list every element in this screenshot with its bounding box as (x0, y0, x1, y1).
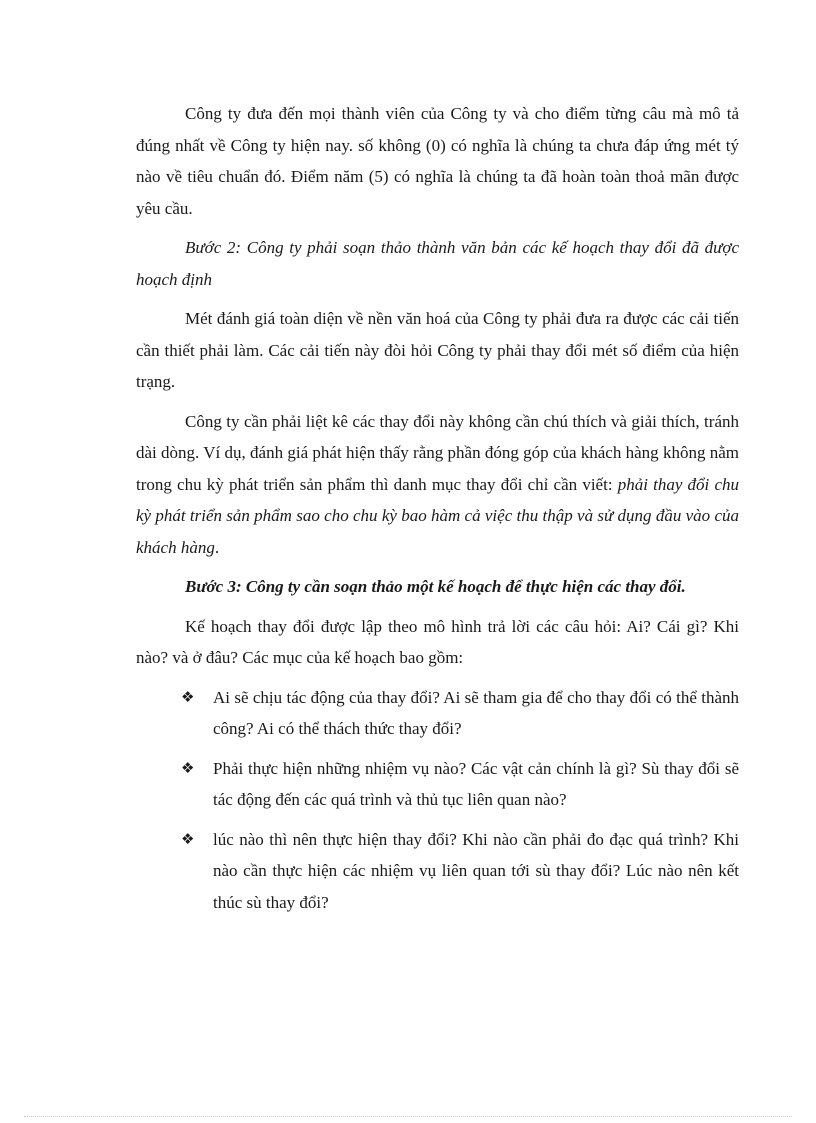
document-page (136, 98, 739, 926)
paragraph-scoring: Công ty đưa đến mọi thành viên của Công ty và cho điểm từng câu mà mô tả đúng nhất về Công ty hiện nay. số không (0) có nghĩa là chúng ta chưa đáp ứng mét tý nào về tiêu chuẩn đó. Điểm năm (5) có nghĩa là chúng ta đã hoàn toàn thoả mãn được yêu cầu. (136, 104, 739, 218)
step-2-heading: Bước 2: Công ty phải soạn thảo thành văn bản các kế hoạch thay đổi đã được hoạch định (136, 238, 739, 289)
list-item (136, 824, 739, 919)
diamond-bullet-icon: ❖ (181, 829, 195, 848)
list-item-text: Ai sẽ chịu tác động của thay đổi? Ai sẽ tham gia để cho thay đổi có thể thành công? Ai có thể thách thức thay đổi? (213, 687, 739, 738)
paragraph-list-changes-text: Công ty cần phải liệt kê các thay đổi này không cần chú thích và giải thích, tránh dài dòng. Ví dụ, đánh giá phát hiện thấy rằng phần đóng góp của khách hàng không nằm trong chu kỳ phát triển sản phẩm thì danh mục thay đổi chỉ cần viết: (136, 411, 739, 494)
paragraph-list-changes-end: . (214, 537, 220, 557)
list-item-text: lúc nào thì nên thực hiện thay đổi? Khi nào cần phải đo đạc quá trình? Khi nào cần thực hiện các nhiệm vụ liên quan tới sù thay đổi? Lúc nào nên kết thúc sù thay đổi? (213, 829, 739, 912)
list-item-text: Phải thực hiện những nhiệm vụ nào? Các vật cản chính là gì? Sù thay đổi sẽ tác động đến các quá trình và thủ tục liên quan nào? (213, 758, 739, 809)
paragraph-list-changes (136, 406, 739, 564)
list-item (136, 682, 739, 745)
diamond-bullet-icon: ❖ (181, 758, 195, 777)
step-3-heading: Bước 3: Công ty cần soạn thảo một kế hoạch để thực hiện các thay đổi. (185, 577, 686, 596)
page-bottom-divider (24, 1116, 792, 1117)
plan-items-list (136, 682, 739, 919)
list-item (136, 753, 739, 816)
paragraph-plan-model: Kế hoạch thay đổi được lập theo mô hình trả lời các câu hỏi: Ai? Cái gì? Khi nào? và ở đâu? Các mục của kế hoạch bao gồm: (136, 616, 739, 667)
diamond-bullet-icon: ❖ (181, 687, 195, 706)
paragraph-assessment: Mét đánh giá toàn diện về nền văn hoá của Công ty phải đưa ra được các cải tiến cần thiết phải làm. Các cải tiến này đòi hỏi Công ty phải thay đổi mét số điểm của hiện trạng. (136, 309, 739, 391)
paragraph-example-quote: phải thay đổi chu kỳ phát triển sản phẩm sao cho chu kỳ bao hàm cả việc thu thập và sử dụng đầu vào của khách hàng (136, 474, 740, 557)
